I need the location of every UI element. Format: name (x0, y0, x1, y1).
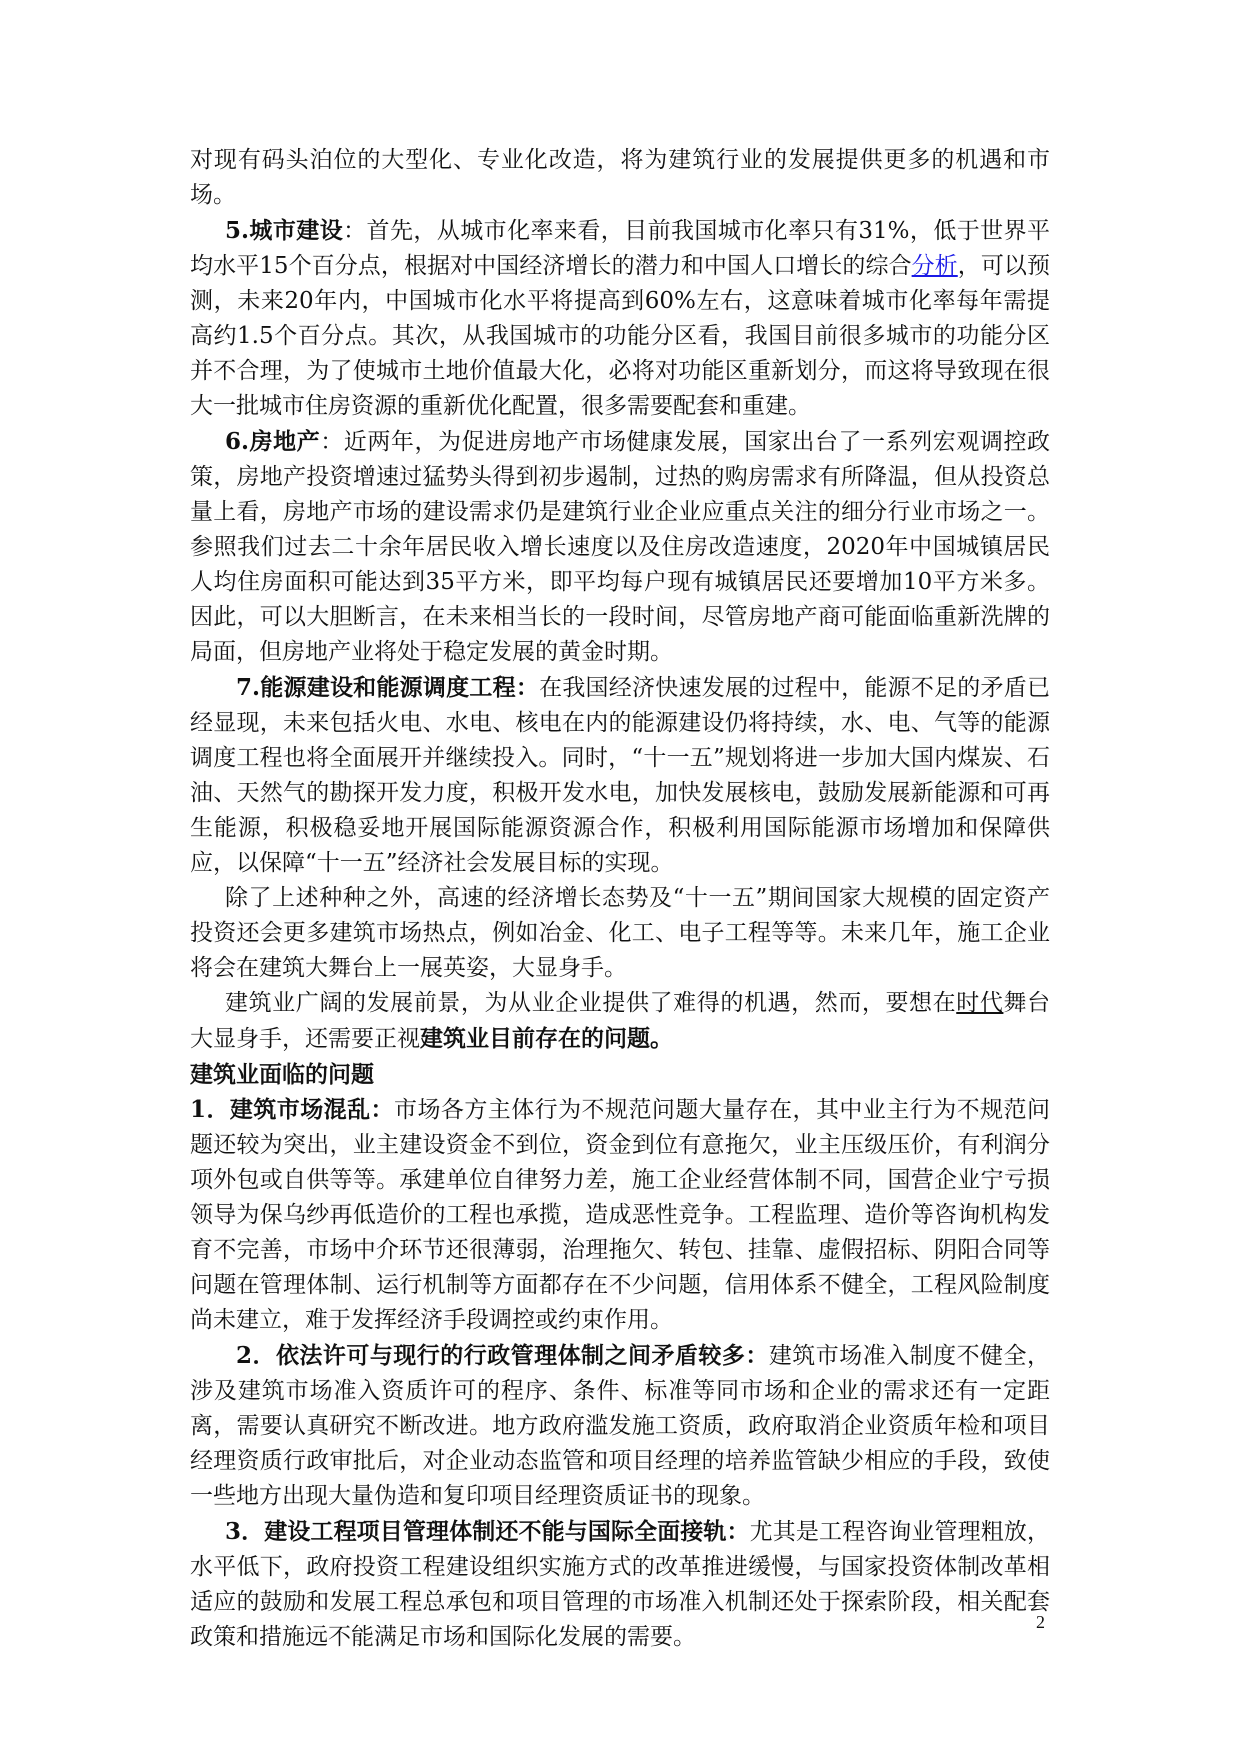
paragraph-text: 建筑业广阔的发展前景，为从业企业提供了难得的机遇，然而，要想在 (225, 990, 957, 1016)
paragraph-project-management (190, 1514, 1050, 1655)
era-link[interactable]: 时代 (956, 990, 1004, 1016)
paragraph-text: 除了上述种种之外，高速的经济增长态势及“十一五”期间国家大规模的固定资产投资还会更多建筑市场热点，例如冶金、化工、电子工程等等。未来几年，施工企业将会在建筑大舞台上一展英姿，大显身手。 (190, 885, 1050, 981)
paragraph-text: 建筑市场准入制度不健全，涉及建筑市场准入资质许可的程序、条件、标准等同市场和企业的需求还有一定距离，需要认真研究不断改进。地方政府滥发施工资质，政府取消企业资质年检和项目经理资质行政审批后，对企业动态监管和项目经理的培养监管缺少相应的手段，致使一些地方出现大量伪造和复印项目经理资质证书的现象。 (190, 1343, 1050, 1509)
paragraph-text: 在我国经济快速发展的过程中，能源不足的矛盾已经显现，未来包括火电、水电、核电在内的能源建设仍将持续，水、电、气等的能源调度工程也将全面展开并继续投入。同时，“十一五”规划将进一步加大国内煤炭、石油、天然气的勘探开发力度，积极开发水电，加快发展核电，鼓励发展新能源和可再生能源，积极稳妥地开展国际能源资源合作，积极利用国际能源市场增加和保障供应，以保障“十一五”经济社会发展目标的实现。 (190, 675, 1051, 876)
paragraph-text: 尤其是工程咨询业管理粗放，水平低下，政府投资工程建设组织实施方式的改革推进缓慢，与国家投资体制改革相适应的鼓励和发展工程总承包和项目管理的市场准入机制还处于探索阶段，相关配套政策和措施远不能满足市场和国际化发展的需要。 (190, 1519, 1050, 1650)
section-lead: 7.能源建设和能源调度工程： (236, 674, 540, 701)
page-number: 2 (1036, 1612, 1045, 1632)
section-heading: 建筑业面临的问题 (190, 1061, 374, 1088)
section-lead: 6.房地产 (225, 428, 321, 455)
section-lead: 5.城市建设 (225, 217, 344, 244)
analysis-link[interactable]: 分析 (911, 253, 958, 279)
paragraph-port-continuation (190, 143, 1050, 213)
section-lead: 1．建筑市场混乱： (190, 1096, 394, 1123)
bold-phrase: 建筑业目前存在的问题。 (420, 1025, 673, 1052)
paragraph-text: 舞台大显身手，还需要正视 (190, 990, 1051, 1052)
paragraph-text: 市场各方主体行为不规范问题大量存在，其中业主行为不规范问题还较为突出，业主建设资金不到位，资金到位有意拖欠，业主压级压价，有利润分项外包或自供等等。承建单位自律努力差，施工企业经营体制不同，国营企业宁亏损领导为保乌纱再低造价的工程也承揽，造成恶性竞争。工程监理、造价等咨询机构发育不完善，市场中介环节还很薄弱，治理拖欠、转包、挂靠、虚假招标、阴阳合同等问题在管理体制、运行机制等方面都存在不少问题，信用体系不健全，工程风险制度尚未建立，难于发挥经济手段调控或约束作用。 (190, 1097, 1050, 1333)
paragraph-text: 对现有码头泊位的大型化、专业化改造，将为建筑行业的发展提供更多的机遇和市场。 (190, 147, 1050, 208)
section-lead: 3．建设工程项目管理体制还不能与国际全面接轨： (225, 1518, 750, 1545)
paragraph-text: ：近两年，为促进房地产市场健康发展，国家出台了一系列宏观调控政策，房地产投资增速过猛势头得到初步遏制，过热的购房需求有所降温，但从投资总量上看，房地产市场的建设需求仍是建筑行业企业应重点关注的细分行业市场之一。参照我们过去二十余年居民收入增长速度以及住房改造速度，2020年中国城镇居民人均住房面积可能达到35平方米，即平均每户现有城镇居民还要增加10平方米多。因此，可以大胆断言，在未来相当长的一段时间，尽管房地产商可能面临重新洗牌的局面，但房地产业将处于稳定发展的黄金时期。 (190, 429, 1051, 665)
paragraph-other-hotspots (190, 881, 1050, 986)
paragraph-licensing (190, 1338, 1050, 1514)
paragraph-real-estate (190, 424, 1050, 670)
paragraph-urban-construction (190, 213, 1050, 424)
paragraph-energy (190, 670, 1050, 881)
paragraph-market-chaos (190, 1092, 1050, 1338)
section-lead: 2．依法许可与现行的行政管理体制之间矛盾较多： (236, 1342, 769, 1369)
paragraph-outlook (190, 986, 1050, 1057)
paragraph-text: ，可以预测，未来20年内，中国城市化水平将提高到60%左右，这意味着城市化率每年需提高约1.5个百分点。其次，从我国城市的功能分区看，我国目前很多城市的功能分区并不合理，为了使城市土地价值最大化，必将对功能区重新划分，而这将导致现在很大一批城市住房资源的重新优化配置，很多需要配套和重建。 (190, 253, 1050, 419)
paragraph-text: ：首先，从城市化率来看，目前我国城市化率只有31%，低于世界平均水平15个百分点，根据对中国经济增长的潜力和中国人口增长的综合 (190, 218, 1051, 279)
